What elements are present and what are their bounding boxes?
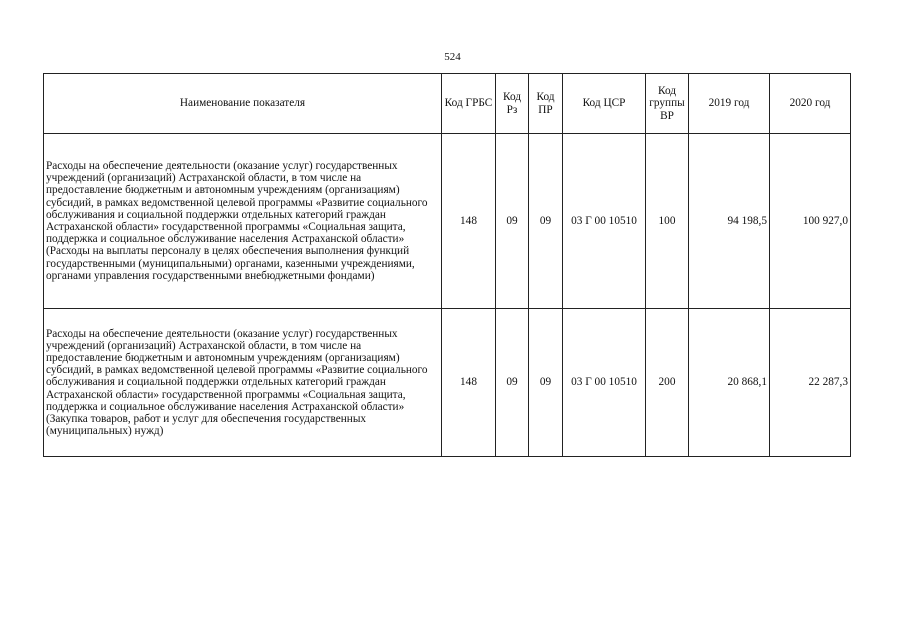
cell-2020: 22 287,3 [770,309,851,457]
header-grbs: Код ГРБС [442,74,496,134]
cell-pr: 09 [529,309,563,457]
header-vr: Код группы ВР [646,74,689,134]
page-number: 524 [444,51,461,63]
table-header-row [44,74,851,134]
cell-pr: 09 [529,134,563,309]
cell-2019: 94 198,5 [689,134,770,309]
header-pr: Код ПР [529,74,563,134]
cell-csr: 03 Г 00 10510 [563,134,646,309]
cell-grbs: 148 [442,309,496,457]
cell-grbs: 148 [442,134,496,309]
cell-rz: 09 [496,134,529,309]
header-name: Наименование показателя [44,74,442,134]
header-rz: Код Рз [496,74,529,134]
cell-2020: 100 927,0 [770,134,851,309]
cell-name: Расходы на обеспечение деятельности (оказание услуг) государственных учреждений (организаций) Астраханской области, в том числе на предоставление бюджетным и автономным учреждениям (организациям) субсидий, в рамках ведомственной целевой программы «Развитие социального обслуживания и социальной поддержки отдельных категорий граждан Астраханской области» государственной программы «Социальная защита, поддержка и социальное обслуживание населения Астраханской области» (Расходы на выплаты персоналу в целях обеспечения выполнения функций государственными (муниципальными) органами, казенными учреждениями, органами управления государственными внебюджетными фондами) [44,134,442,309]
cell-vr: 100 [646,134,689,309]
header-csr: Код ЦСР [563,74,646,134]
cell-2019: 20 868,1 [689,309,770,457]
header-2019: 2019 год [689,74,770,134]
table-row [44,309,851,457]
cell-rz: 09 [496,309,529,457]
cell-name: Расходы на обеспечение деятельности (оказание услуг) государственных учреждений (организаций) Астраханской области, в том числе на предоставление бюджетным и автономным учреждениям (организациям) субсидий, в рамках ведомственной целевой программы «Развитие социального обслуживания и социальной поддержки отдельных категорий граждан Астраханской области» государственной программы «Социальная защита, поддержка и социальное обслуживание населения Астраханской области» (Закупка товаров, работ и услуг для обеспечения государственных (муниципальных) нужд) [44,309,442,457]
table-row [44,134,851,309]
cell-csr: 03 Г 00 10510 [563,309,646,457]
budget-table [43,73,851,457]
header-2020: 2020 год [770,74,851,134]
cell-vr: 200 [646,309,689,457]
